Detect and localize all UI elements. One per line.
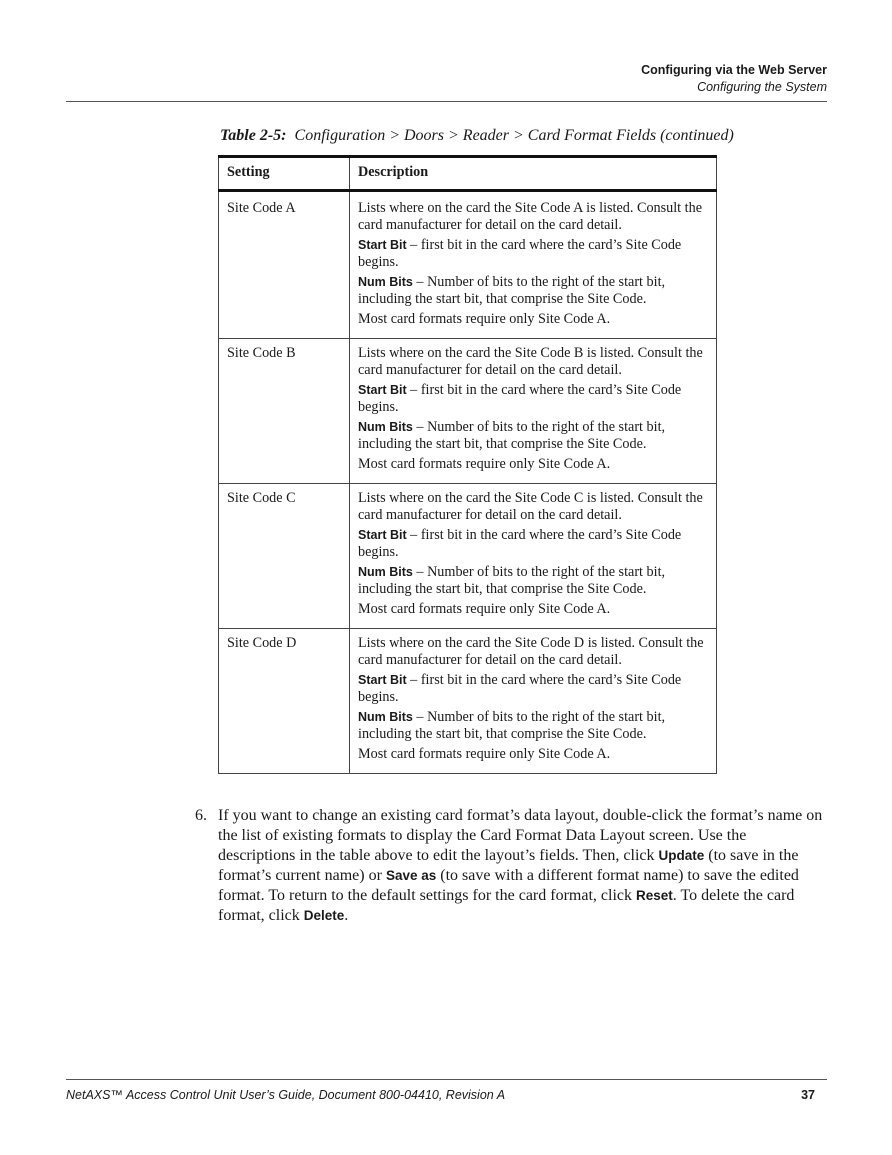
- start-bit-line: [358, 382, 708, 416]
- start-bit-line: [358, 527, 708, 561]
- num-bits-line: [358, 274, 708, 308]
- table-row: [219, 191, 717, 339]
- description-intro: Lists where on the card the Site Code A is listed. Consult the card manufacturer for detail on the card detail.: [358, 200, 703, 233]
- footer-rule: [66, 1079, 827, 1080]
- setting-cell: Site Code B: [219, 339, 350, 484]
- description-note: Most card formats require only Site Code A.: [358, 746, 611, 762]
- description-intro: Lists where on the card the Site Code C is listed. Consult the card manufacturer for detail on the card detail.: [358, 490, 703, 523]
- column-header-setting: Setting: [219, 157, 350, 191]
- start-bit-text: – first bit in the card where the card’s Site Code begins.: [358, 382, 682, 415]
- column-header-description: Description: [350, 157, 717, 191]
- step-text-part: .: [344, 907, 349, 924]
- card-format-fields-table: [218, 155, 717, 774]
- num-bits-text: – Number of bits to the right of the start bit, including the start bit, that comprise the Site Code.: [358, 419, 666, 452]
- header-rule: [66, 101, 827, 102]
- description-note: Most card formats require only Site Code A.: [358, 456, 611, 472]
- setting-cell: Site Code C: [219, 484, 350, 629]
- num-bits-line: [358, 709, 708, 743]
- step-text-part: . To delete the card format, click: [218, 887, 795, 924]
- step-6: [195, 806, 827, 926]
- description-cell: [350, 629, 717, 774]
- page-number: 37: [801, 1088, 815, 1102]
- header-subsection: Configuring the System: [697, 80, 827, 94]
- start-bit-text: – first bit in the card where the card’s Site Code begins.: [358, 527, 682, 560]
- start-bit-label: Start Bit: [358, 528, 407, 542]
- start-bit-label: Start Bit: [358, 238, 407, 252]
- step-text-part: If you want to change an existing card format’s data layout, double-click the format’s name on the list of existing formats to display the Card Format Data Layout screen. Use the descriptions in the table above to edit the layout’s fields. Then, click: [218, 807, 823, 864]
- description-cell: [350, 191, 717, 339]
- setting-cell: Site Code A: [219, 191, 350, 339]
- table-caption: [220, 127, 734, 145]
- start-bit-line: [358, 672, 708, 706]
- description-intro: Lists where on the card the Site Code B is listed. Consult the card manufacturer for detail on the card detail.: [358, 345, 703, 378]
- setting-cell: Site Code D: [219, 629, 350, 774]
- num-bits-text: – Number of bits to the right of the start bit, including the start bit, that comprise the Site Code.: [358, 274, 666, 307]
- num-bits-line: [358, 564, 708, 598]
- num-bits-text: – Number of bits to the right of the start bit, including the start bit, that comprise the Site Code.: [358, 709, 666, 742]
- step-text-part: (to save in the format’s current name) or: [218, 847, 799, 884]
- step-text: [218, 806, 827, 926]
- header-section: Configuring via the Web Server: [641, 63, 827, 77]
- start-bit-text: – first bit in the card where the card’s Site Code begins.: [358, 237, 682, 270]
- num-bits-label: Num Bits: [358, 420, 413, 434]
- save-as-button-ref: Save as: [385, 868, 437, 883]
- table-header-row: [219, 157, 717, 191]
- start-bit-text: – first bit in the card where the card’s Site Code begins.: [358, 672, 682, 705]
- description-intro: Lists where on the card the Site Code D is listed. Consult the card manufacturer for detail on the card detail.: [358, 635, 704, 668]
- num-bits-label: Num Bits: [358, 565, 413, 579]
- description-note: Most card formats require only Site Code A.: [358, 311, 611, 327]
- description-cell: [350, 484, 717, 629]
- num-bits-label: Num Bits: [358, 710, 413, 724]
- description-cell: [350, 339, 717, 484]
- table-caption-text: Configuration > Doors > Reader > Card Format Fields (continued): [294, 127, 734, 144]
- description-note: Most card formats require only Site Code A.: [358, 601, 611, 617]
- start-bit-label: Start Bit: [358, 673, 407, 687]
- table-row: [219, 629, 717, 774]
- delete-button-ref: Delete: [303, 908, 345, 923]
- table-row: [219, 484, 717, 629]
- footer-title: NetAXS™ Access Control Unit User’s Guide, Document 800-04410, Revision A: [66, 1088, 506, 1102]
- running-header: [641, 62, 827, 96]
- update-button-ref: Update: [658, 848, 705, 863]
- num-bits-line: [358, 419, 708, 453]
- start-bit-label: Start Bit: [358, 383, 407, 397]
- table-caption-label: Table 2-5:: [220, 127, 287, 144]
- step-text-part: (to save with a different format name) to save the edited format. To return to the default settings for the card format, click: [218, 867, 799, 904]
- num-bits-text: – Number of bits to the right of the start bit, including the start bit, that comprise the Site Code.: [358, 564, 666, 597]
- start-bit-line: [358, 237, 708, 271]
- step-number: 6.: [195, 807, 207, 824]
- reset-button-ref: Reset: [636, 888, 673, 903]
- num-bits-label: Num Bits: [358, 275, 413, 289]
- table-row: [219, 339, 717, 484]
